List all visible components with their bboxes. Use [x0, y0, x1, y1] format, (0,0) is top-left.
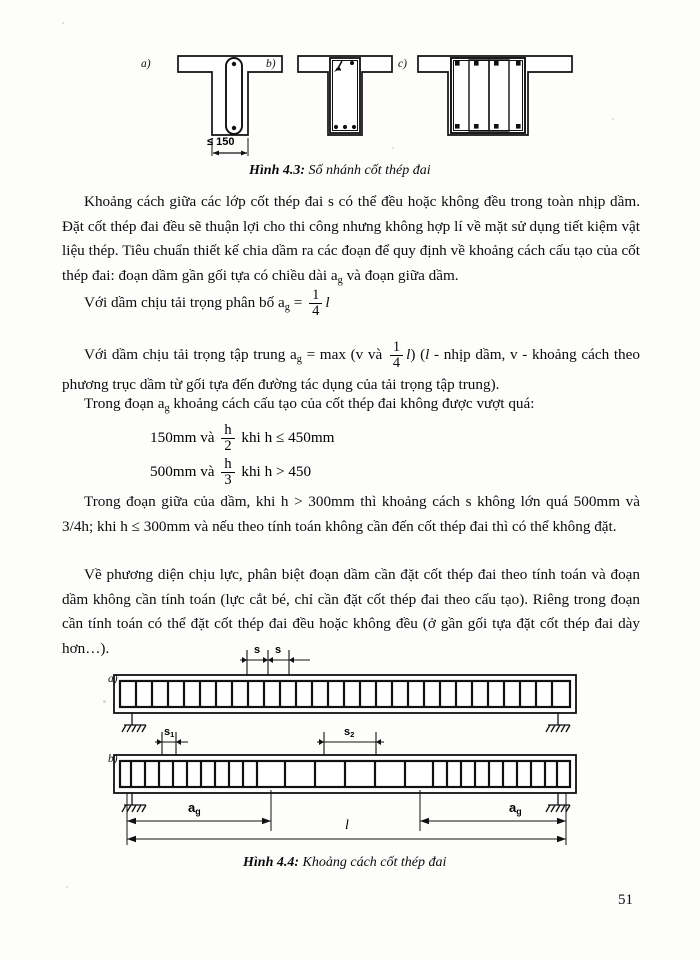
paragraph-1 — [62, 190, 640, 293]
formula-row-1 — [150, 423, 335, 453]
figure-4-3-drawing — [130, 42, 600, 162]
paragraph-2-eq: = — [289, 294, 307, 312]
spacing-label-s-right: s — [275, 644, 282, 656]
dimension-ag-right-subscript: g — [516, 806, 522, 817]
figure-4-4-caption-prefix: Hình 4.4: — [243, 855, 300, 870]
fraction-one-quarter-b — [390, 340, 403, 370]
paragraph-1-subscript: g — [337, 274, 343, 286]
figure-4-4-panel-label-a: a) — [108, 673, 118, 685]
figure-4-4-caption — [243, 855, 446, 871]
paragraph-4-subscript: g — [164, 402, 170, 414]
paragraph-1-tail: và đoạn giữa dầm. — [342, 266, 459, 284]
paragraph-3-subscript: g — [296, 354, 302, 366]
dimension-label-ag-right — [509, 800, 522, 816]
figure-4-4-drawing — [100, 645, 610, 850]
paragraph-3 — [62, 340, 640, 397]
fraction-one-quarter-a — [309, 288, 322, 318]
formula-2-lhs: 500mm và — [150, 463, 219, 481]
paragraph-3-lead: Với dầm chịu tải trọng tập trung a — [84, 346, 297, 364]
formula-row-2 — [150, 457, 311, 487]
formula-1-rhs: khi h ≤ 450mm — [237, 429, 335, 447]
figure-4-3-caption-text: Số nhánh cốt thép đai — [305, 163, 431, 178]
spacing-label-s1-base: s — [164, 726, 171, 738]
figure-4-3-caption — [249, 163, 431, 179]
fraction-numerator: h — [224, 456, 232, 472]
dimension-ag-left-subscript: g — [195, 806, 201, 817]
scan-speckle — [612, 118, 614, 120]
fraction-numerator: 1 — [312, 287, 320, 303]
spacing-label-s2-subscript: 2 — [350, 730, 355, 740]
spacing-label-s1 — [164, 726, 174, 739]
paragraph-1-text: Khoảng cách giữa các lớp cốt thép đai s có thể đều hoặc không đều trong toàn nhịp dầm. Đặt cốt thép đai đều sẽ thuận lợi cho thi công nhưng không hợp lí về mặt sử dụng tiết kiệm vật liệu thép. Tiêu chuẩn thiết kế chia dầm ra các đoạn để quy định về khoảng cách cấu tạo của cốt thép đai: đoạn dầm gần gối tựa có chiều dài a — [62, 193, 640, 284]
fraction-denominator: 2 — [221, 438, 234, 454]
paragraph-5-text: Trong đoạn giữa của dầm, khi h > 300mm thì khoảng cách s không lớn quá 500mm và 3/4h; khi h ≤ 300mm và nếu theo tính toán không cần đến cốt thép đai thì có thể không đặt. — [62, 493, 640, 535]
fraction-numerator: 1 — [392, 339, 401, 355]
scan-speckle — [103, 700, 106, 703]
fraction-denominator: 4 — [309, 303, 322, 319]
scan-speckle — [66, 886, 68, 888]
dimension-label-ag-left — [188, 800, 201, 816]
paragraph-4-lead: Trong đoạn a — [84, 395, 165, 412]
paragraph-2 — [62, 288, 640, 321]
fraction-h-over-3 — [221, 457, 234, 487]
scan-speckle — [392, 147, 394, 149]
fraction-h-over-2 — [221, 423, 234, 453]
spacing-label-s-left: s — [254, 644, 261, 656]
fraction-numerator: h — [224, 422, 232, 438]
page-number: 51 — [618, 892, 633, 908]
figure-4-3-panel-label-b: b) — [266, 58, 276, 70]
figure-4-4-caption-text: Khoảng cách cốt thép đai — [299, 855, 447, 870]
dimension-label-150: ≤ 150 — [207, 136, 235, 148]
figure-4-4-panel-label-b: b) — [108, 753, 118, 765]
dimension-ag-right-base: a — [509, 800, 517, 815]
figure-4-3-panel-label-a: a) — [141, 58, 151, 70]
paragraph-4 — [62, 392, 640, 421]
figure-4-3-panel-label-c: c) — [398, 58, 407, 70]
paragraph-2-lead: Với dầm chịu tải trọng phân bố a — [84, 294, 285, 312]
paragraph-3-max: = max (v và — [301, 346, 387, 364]
fraction-denominator: 3 — [221, 472, 234, 488]
paragraph-4-tail: khoảng cách cấu tạo của cốt thép đai không được vượt quá: — [169, 395, 535, 412]
dimension-label-span: l — [345, 818, 349, 833]
paragraph-3-tail: - nhịp dầm, v - khoảng cách theo phương trục dầm từ gối tựa đến đường tác dụng của tải trọng tập trung). — [62, 346, 640, 393]
dimension-ag-left-base: a — [188, 800, 196, 815]
spacing-label-s2 — [344, 726, 354, 739]
paragraph-2-subscript: g — [284, 302, 290, 314]
paragraph-3-span-symbol-1: l — [406, 346, 411, 364]
fraction-denominator: 4 — [390, 355, 403, 371]
figure-4-3-caption-prefix: Hình 4.3: — [249, 163, 306, 178]
figure-4-3 — [130, 42, 600, 162]
scan-speckle — [62, 22, 64, 24]
spacing-label-s1-subscript: 1 — [170, 730, 175, 740]
paragraph-6-text: Về phương diện chịu lực, phân biệt đoạn dầm cần đặt cốt thép đai theo tính toán và đoạn dầm không cần tính toán (lực cắt bé, chỉ cần đặt cốt thép đai theo cấu tạo). Riêng trong đoạn cần tính toán có thể đặt cốt thép đai đều hoặc không đều (ở gần gối tựa đặt cốt thép đai dày hơn…). — [62, 566, 640, 657]
formula-1-lhs: 150mm và — [150, 429, 219, 447]
formula-2-rhs: khi h > 450 — [237, 463, 312, 481]
figure-4-4 — [100, 645, 610, 850]
paragraph-2-span-symbol: l — [325, 294, 330, 312]
spacing-label-s2-base: s — [344, 726, 351, 738]
paragraph-3-span-symbol-2: l — [425, 346, 430, 364]
paragraph-5 — [62, 490, 640, 539]
paragraph-3-paren: ) ( — [410, 346, 426, 364]
